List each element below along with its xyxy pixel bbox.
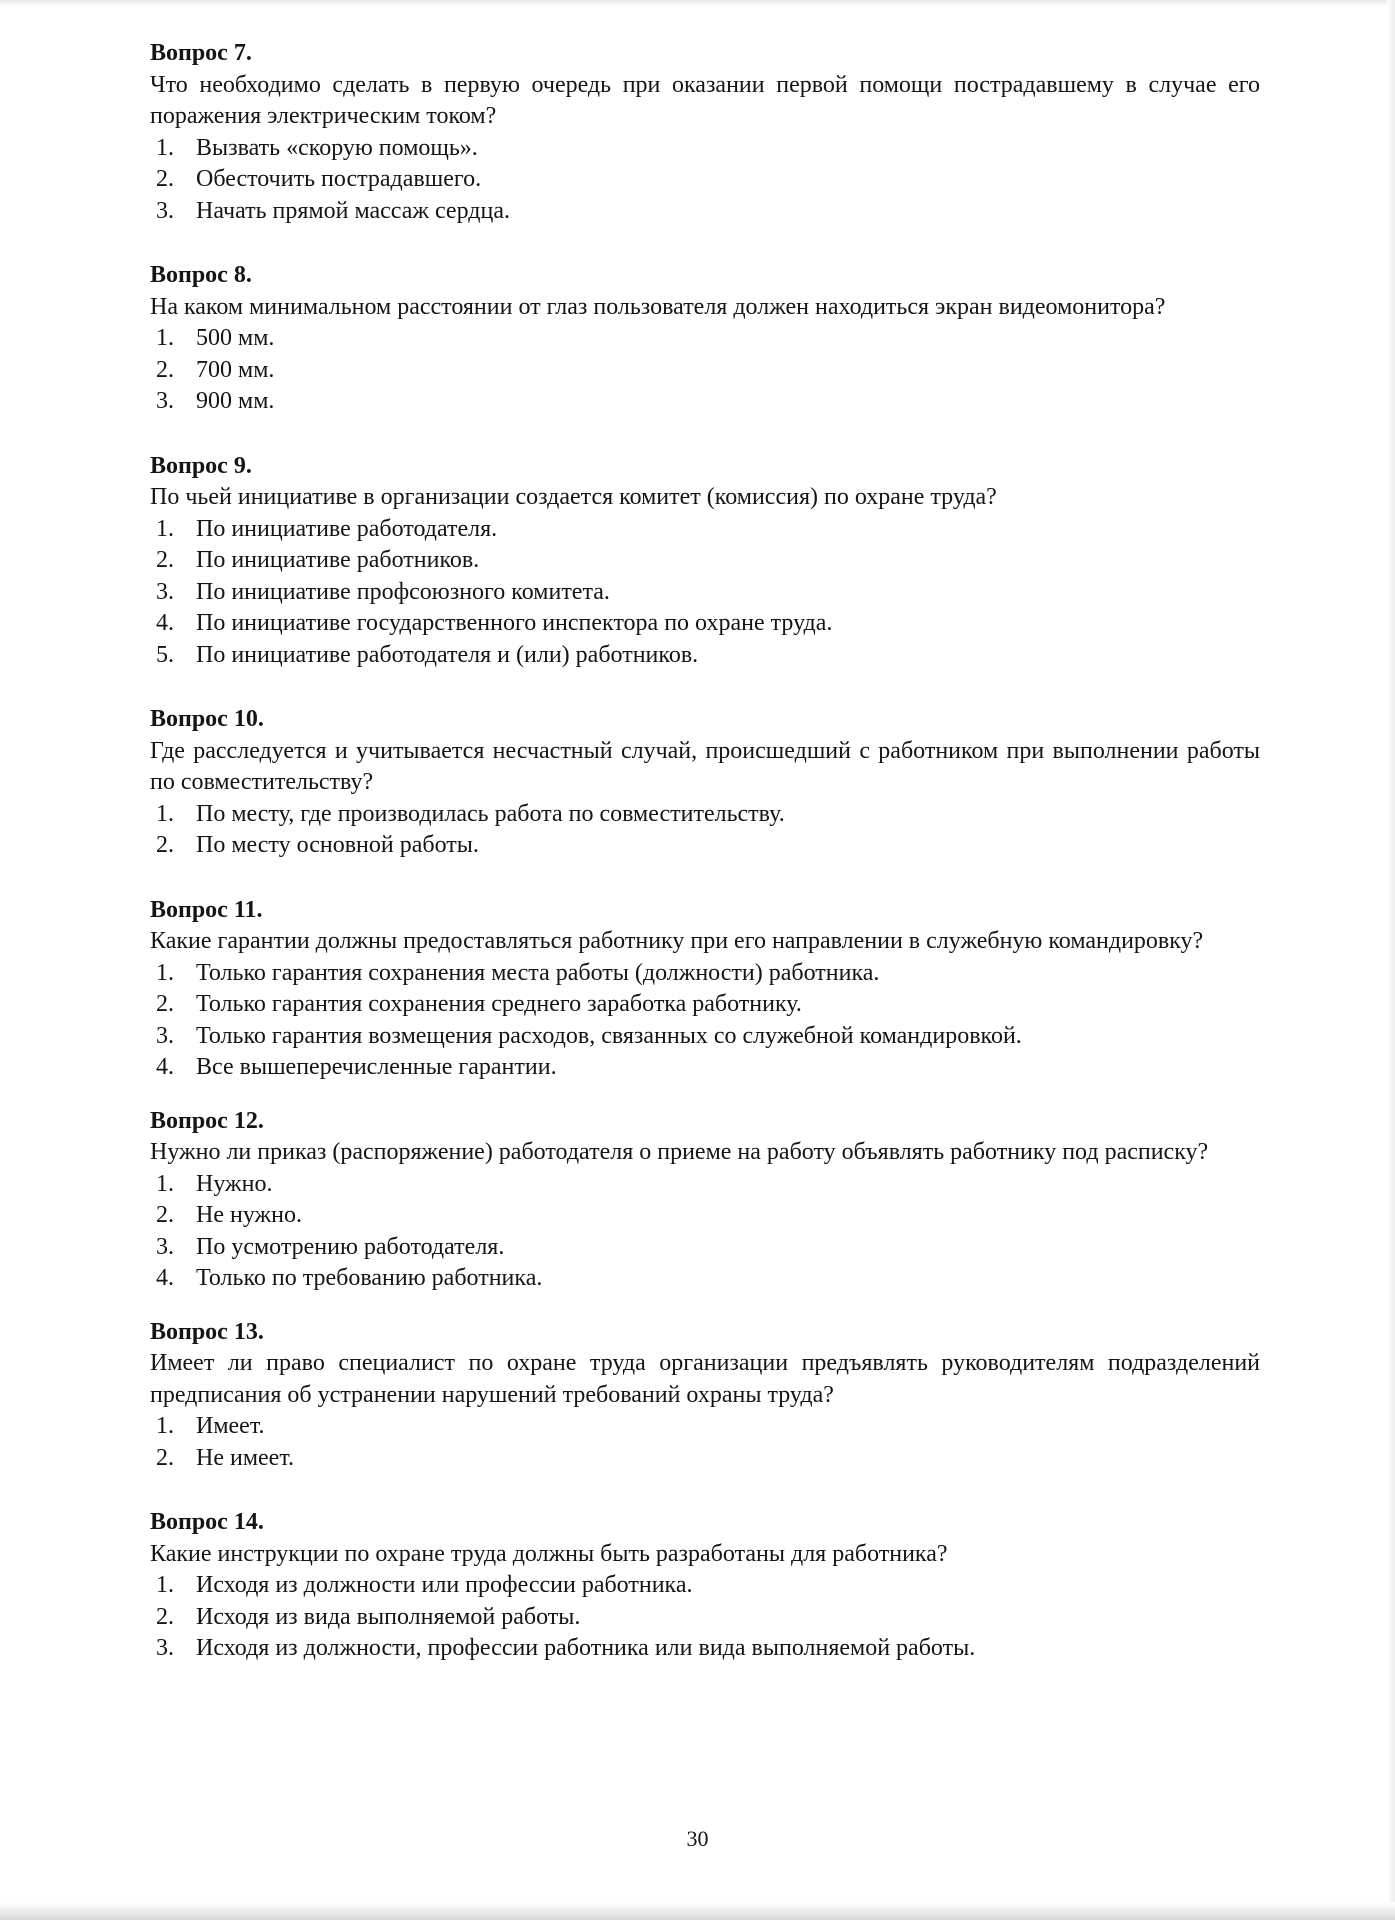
option-number: 2. [156,356,174,383]
answer-option [150,1570,1260,1602]
option-number: 3. [156,578,174,605]
answer-option [150,958,1260,990]
question-text: Какие инструкции по охране труда должны быть разработаны для работника? [150,1540,948,1567]
answer-options [150,323,1260,418]
scan-edge-top [0,0,1395,6]
question-block [150,1507,1260,1665]
question-heading: Вопрос 7. [150,40,252,66]
option-text: По месту основной работы. [196,832,479,858]
question-block [150,1317,1260,1475]
answer-option [150,1021,1260,1053]
option-text: По инициативе работников. [196,547,480,573]
question-block [150,895,1260,1084]
answer-options [150,514,1260,672]
answer-option [150,133,1260,165]
option-text: Нужно. [196,1170,273,1197]
option-number: 3. [156,1635,174,1661]
option-number: 4. [156,610,174,636]
question-text: Где расследуется и учитывается несчастный случай, происшедший с работником при выполнении работы по совместительству? [150,737,1260,795]
question-heading: Вопрос 14. [150,1509,264,1535]
option-number: 1. [156,1170,174,1197]
answer-option [150,545,1260,577]
option-text: Исходя из вида выполняемой работы. [196,1603,581,1630]
option-text: Только гарантия возмещения расходов, связанных со служебной командировкой. [196,1022,1022,1049]
question-text: На каком минимальном расстоянии от глаз пользователя должен находиться экран видеомонитора? [150,293,1166,320]
option-text: По инициативе работодателя. [196,515,498,542]
option-text: Только гарантия сохранения среднего заработка работнику. [196,991,802,1017]
option-number: 5. [156,641,174,668]
option-number: 1. [156,1572,174,1598]
answer-option [150,989,1260,1021]
question-block [150,260,1260,418]
option-number: 3. [156,1233,174,1260]
question-text: Нужно ли приказ (распоряжение) работодателя о приеме на работу объявлять работнику под расписку? [150,1139,1209,1165]
option-number: 3. [156,1022,174,1049]
option-text: Обесточить пострадавшего. [196,166,482,192]
option-number: 1. [156,325,174,351]
answer-option [150,1200,1260,1232]
option-number: 2. [156,166,174,192]
question-heading: Вопрос 10. [150,706,264,732]
question-block [150,704,1260,862]
answer-option [150,1263,1260,1295]
question-text: Имеет ли право специалист по охране труда организации предъявлять руководителям подразделений предписания об устранении нарушений требований охраны труда? [150,1350,1260,1408]
option-text: Только по требованию работника. [196,1265,543,1291]
answer-option [150,355,1260,387]
option-number: 2. [156,1603,174,1630]
answer-option [150,1169,1260,1201]
option-number: 4. [156,1054,174,1080]
answer-option [150,164,1260,196]
answer-option [150,799,1260,831]
option-number: 2. [156,991,174,1017]
option-number: 1. [156,800,174,827]
option-number: 2. [156,1444,174,1471]
option-text: По месту, где производилась работа по совместительству. [196,800,785,827]
answer-options [150,1411,1260,1474]
question-text: Какие гарантии должны предоставляться работнику при его направлении в служебную командировку? [150,928,1204,954]
question-list [150,38,1260,1665]
option-text: Не нужно. [196,1202,302,1228]
option-text: Исходя из должности или профессии работника. [196,1572,693,1598]
option-text: Только гарантия сохранения места работы (должности) работника. [196,959,880,986]
question-heading: Вопрос 11. [150,896,263,923]
answer-options [150,1169,1260,1295]
question-heading: Вопрос 9. [150,452,252,479]
answer-option [150,1602,1260,1634]
option-number: 1. [156,134,174,161]
answer-options [150,958,1260,1084]
answer-options [150,133,1260,228]
question-heading: Вопрос 13. [150,1318,264,1345]
answer-option [150,1052,1260,1084]
answer-options [150,799,1260,862]
answer-option [150,196,1260,228]
answer-option [150,830,1260,862]
option-text: По инициативе работодателя и (или) работников. [196,641,699,668]
page-number: 30 [686,1826,709,1851]
option-number: 2. [156,1202,174,1228]
answer-options [150,1570,1260,1665]
option-number: 2. [156,547,174,573]
option-text: Все вышеперечисленные гарантии. [196,1054,557,1080]
option-number: 1. [156,515,174,542]
option-number: 1. [156,959,174,986]
scan-edge-bottom [0,1902,1395,1920]
option-text: 500 мм. [196,325,275,351]
answer-option [150,640,1260,672]
answer-option [150,1411,1260,1443]
question-text: Что необходимо сделать в первую очередь при оказании первой помощи пострадавшему в случае его поражения электрическим током? [150,71,1260,129]
answer-option [150,386,1260,418]
answer-option [150,323,1260,355]
option-text: Начать прямой массаж сердца. [196,197,510,224]
option-text: Имеет. [196,1413,265,1439]
option-text: Не имеет. [196,1444,295,1471]
answer-option [150,1232,1260,1264]
option-number: 1. [156,1413,174,1439]
answer-option [150,1443,1260,1475]
question-block [150,1106,1260,1295]
option-text: Исходя из должности, профессии работника или вида выполняемой работы. [196,1635,976,1661]
option-text: По инициативе государственного инспектора по охране труда. [196,610,833,636]
option-number: 3. [156,197,174,224]
answer-option [150,1633,1260,1665]
question-heading: Вопрос 8. [150,262,252,288]
option-text: 700 мм. [196,356,275,383]
question-heading: Вопрос 12. [150,1107,264,1134]
option-number: 3. [156,388,174,414]
option-number: 2. [156,832,174,858]
option-text: По усмотрению работодателя. [196,1233,505,1260]
question-text: По чьей инициативе в организации создается комитет (комиссия) по охране труда? [150,484,997,510]
answer-option [150,577,1260,609]
question-block [150,38,1260,227]
answer-option [150,608,1260,640]
option-number: 4. [156,1265,174,1291]
answer-option [150,514,1260,546]
option-text: 900 мм. [196,388,275,414]
option-text: По инициативе профсоюзного комитета. [196,578,610,605]
scan-edge-right [1387,0,1395,1920]
question-block [150,451,1260,672]
option-text: Вызвать «скорую помощь». [196,134,478,161]
